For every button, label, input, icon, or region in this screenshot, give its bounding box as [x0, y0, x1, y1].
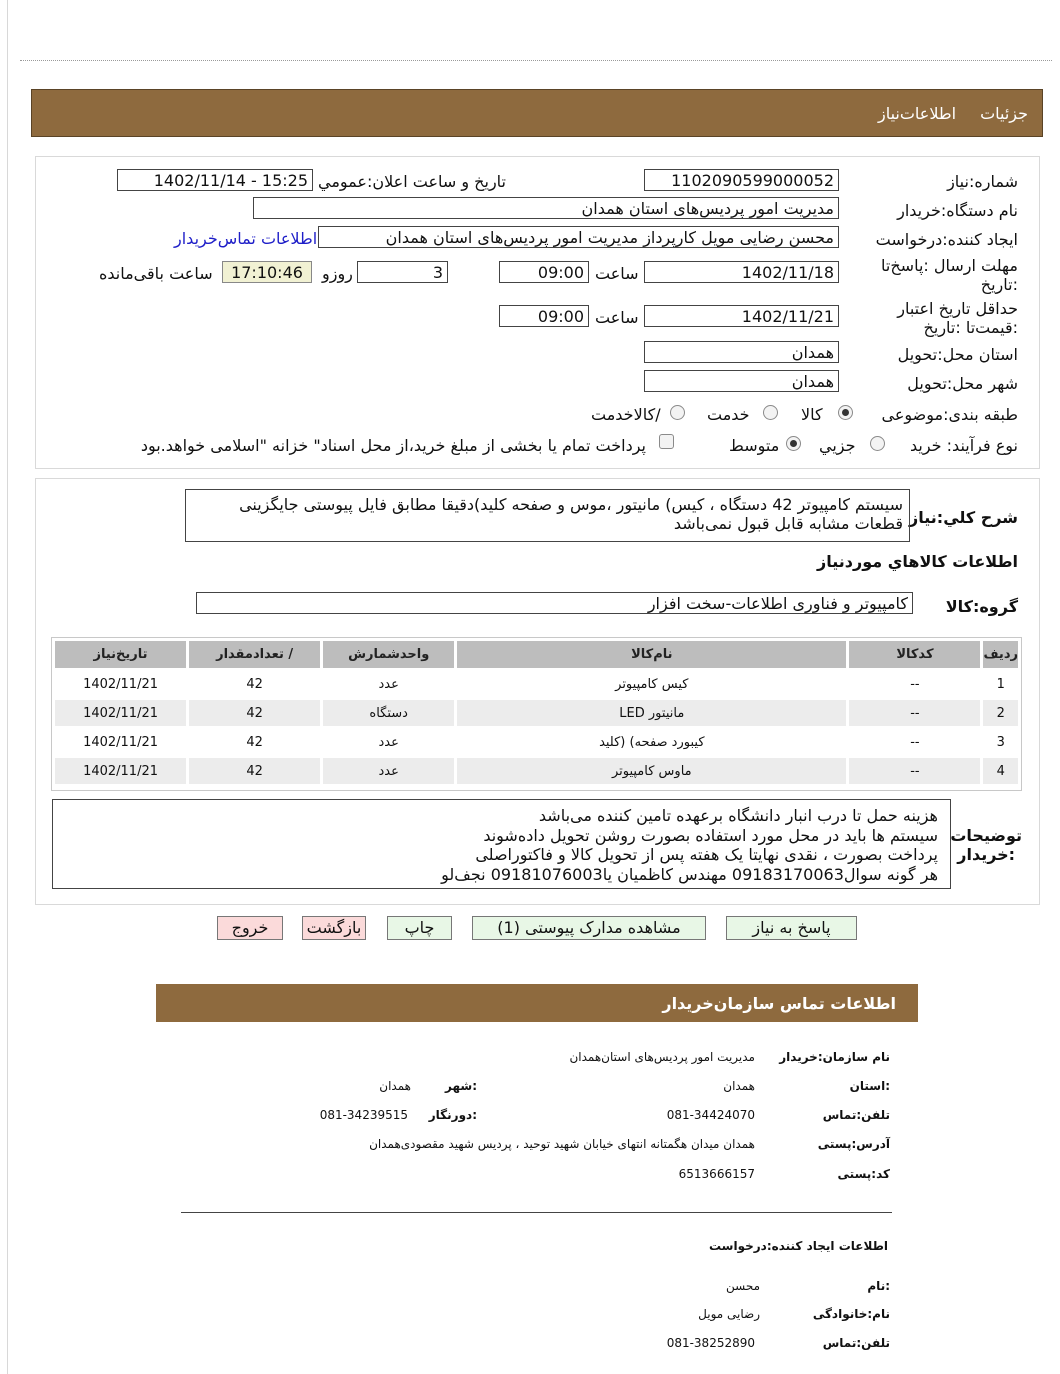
goods-group-label: گروه‌:کالا [945, 597, 1018, 616]
tab-need-info[interactable]: اطلاعات‌نیاز [877, 104, 957, 123]
buyer-note-line: هزینه حمل تا درب انبار دانشگاه برعهده تامین کننده می‌باشد [538, 806, 938, 825]
buyer-notes-box [52, 799, 951, 889]
cell-unit: عدد [378, 734, 399, 750]
cell-quantity: 42 [189, 758, 320, 784]
contact-city-label: :شهر [445, 1079, 477, 1093]
cell-item-code: -- [849, 758, 980, 784]
contact-postal-label: کد‌:پستی [837, 1167, 890, 1181]
delivery-province-field: همدان [644, 341, 839, 363]
goods-section-title: اطلاعات كالاهاي موردنياز [817, 552, 1018, 571]
reply-deadline-label: مهلت ارسال :پاسخ‌تا :تاریخ [881, 256, 1018, 294]
top-divider [20, 60, 1052, 61]
cell-item-name: کیس کامپیوتر [615, 676, 689, 692]
cell-item-code: -- [910, 676, 920, 692]
col-need-date: تاريخ‌نياز [55, 641, 186, 668]
buyer-note-line: هر گونه سوال09183170063 مهندس کاظمیان یا09181076003 نجف‌لو [441, 864, 938, 884]
back-button[interactable]: بازگشت [302, 916, 366, 940]
table-row [55, 671, 1018, 697]
left-border [7, 0, 8, 1374]
announce-label: تاریخ و ساعت اعلان:عمومي [318, 172, 507, 191]
col-item-code: كدكالا [849, 641, 980, 668]
col-row-number: رديف [983, 641, 1018, 668]
col-item-name: نام‌كالا [457, 641, 846, 668]
cell-item-name: مانیتور LED [457, 700, 846, 726]
table-row [55, 758, 1018, 784]
reply-time-field: 09:00 [499, 261, 589, 283]
delivery-city-field: همدان [644, 370, 839, 392]
need-number-field: 1102090599000052 [644, 169, 839, 191]
contact-phone-label: تلفن‌:تماس [822, 1108, 890, 1122]
description-text: سیستم کامپیوتر 42 دستگاه ، کیس) مانیتور ،موس و صفحه کلید)دقیقا مطابق فایل پیوستی جایگزینی قطعات مشابه قابل قبول نمی‌باشد [185, 489, 910, 542]
reply-button[interactable]: پاسخ به نیاز [726, 916, 857, 940]
print-button[interactable]: چاپ [387, 916, 452, 940]
remaining-timer: 17:10:46 [222, 261, 312, 283]
payment-treasury-checkbox[interactable] [659, 434, 674, 449]
remaining-label: ساعت باقی‌مانده [99, 264, 213, 283]
category-option-service: خدمت [707, 405, 750, 424]
cell-need-date: 1402/11/21 [83, 734, 158, 750]
cell-row-number: 2 [983, 700, 1018, 726]
table-row [55, 729, 1018, 755]
days-label: روزو [322, 264, 353, 283]
exit-button[interactable]: خروج [217, 916, 283, 940]
cell-quantity: 42 [189, 700, 320, 726]
buyer-note-line: پرداخت بصورت ، نقدی نهایتا یک هفته پس از تحویل کالا و فاکتوراصلی [475, 845, 938, 864]
contact-phone-value: 081-34424070 [666, 1108, 755, 1122]
buyer-notes-label-line1: توضیحات [950, 826, 1022, 845]
buyer-note-line: سیستم ها باید در محل مورد استفاده بصورت روشن تحویل داده‌شوند [483, 825, 938, 845]
contact-fax-label: :دورنگار [428, 1108, 477, 1122]
creator-last-name-label: نام‌:خانوادگی [812, 1307, 890, 1321]
goods-group-field: کامپیوتر و فناوری اطلاعات-سخت افزار [196, 592, 913, 614]
cell-quantity: 42 [246, 676, 263, 692]
creator-label: ایجاد کننده‌:درخواست [875, 230, 1018, 249]
announce-field: 1402/11/14 - 15:25 [117, 169, 313, 191]
price-validity-time-field: 09:00 [499, 305, 589, 327]
contact-postal-value: 6513666157 [678, 1167, 755, 1181]
creator-phone-label: تلفن‌:تماس [822, 1336, 890, 1350]
table-row [55, 700, 1018, 726]
process-label: نوع فرآیند: خرید [910, 436, 1018, 455]
process-radio-medium[interactable] [786, 436, 801, 451]
delivery-city-label: شهر محل‌:تحویل [907, 374, 1018, 393]
category-option-goods-service: /کالاخدمت [591, 405, 661, 424]
contact-address-value: همدان میدان هگمتانه انتهای خیابان شهید توحید ، پردیس شهید مقصودی‌همدان [369, 1137, 755, 1151]
cell-row-number: 4 [983, 758, 1018, 784]
cell-need-date: 1402/11/21 [83, 676, 158, 692]
price-validity-time-label: ساعت [595, 308, 639, 327]
contact-province-label: :استان [849, 1079, 890, 1093]
creator-last-name-value: رضایی مویل [698, 1307, 760, 1321]
buyer-notes-label-line2: :خریدار [957, 845, 1016, 864]
process-option-minor: جزيي [819, 436, 856, 455]
need-number-label: شماره‌:نیاز [947, 172, 1018, 191]
contact-fax-value: 081-34239515 [319, 1108, 408, 1122]
contact-city-value: همدان [379, 1079, 411, 1093]
cell-need-date: 1402/11/21 [55, 700, 186, 726]
buyer-contact-link[interactable]: اطلاعات تماس‌خریدار [174, 229, 318, 248]
creator-field: محسن رضایی مویل کارپرداز مدیریت امور پردیس‌های استان همدان [318, 226, 839, 248]
price-validity-label: حداقل تاریخ اعتبار :قیمت‌تا :تاریخ [897, 299, 1018, 337]
contact-province-value: همدان [723, 1079, 755, 1093]
org-name-label: نام سازمان‌:خریدار [779, 1050, 890, 1064]
goods-table-wrapper [51, 637, 1022, 791]
creator-first-name-value: محسن [725, 1279, 760, 1293]
delivery-province-label: استان محل‌:تحویل [897, 345, 1018, 364]
cell-row-number: 3 [996, 734, 1005, 750]
cell-item-code: -- [910, 734, 920, 750]
col-quantity: / تعدادمقدار [189, 641, 320, 668]
category-radio-service[interactable] [763, 405, 778, 420]
cell-unit: عدد [378, 676, 399, 692]
tab-details[interactable]: جزئیات [980, 104, 1028, 123]
cell-row-number: 1 [996, 676, 1005, 692]
description-label: شرح كلي:نياز [909, 508, 1018, 527]
payment-note: پرداخت تمام یا بخشی از مبلغ خرید،از محل اسناد" خزانه "اسلامی خواهد.بود [140, 436, 646, 455]
process-option-medium: متوسط [729, 436, 780, 455]
process-radio-minor[interactable] [870, 436, 885, 451]
category-label: طبقه بندی‌:موضوعی [881, 405, 1018, 424]
cell-item-name: کیبورد صفحه) (کلید [599, 734, 705, 750]
price-validity-date-field: 1402/11/21 [644, 305, 839, 327]
cell-unit: دستگاه [323, 700, 454, 726]
details-header-bar [31, 89, 1043, 137]
contact-address-label: آدرس‌:پستی [817, 1137, 890, 1151]
reply-date-field: 1402/11/18 [644, 261, 839, 283]
category-option-goods: کالا [801, 405, 823, 424]
view-attachments-button[interactable]: مشاهده مدارک پیوستی (1) [472, 916, 706, 940]
buyer-org-label: نام دستگاه‌:خریدار [897, 201, 1018, 220]
cell-item-code: -- [849, 700, 980, 726]
org-name-value: مدیریت امور پردیس‌های استان‌همدان [569, 1050, 755, 1064]
buyer-notes-label [950, 826, 1022, 864]
category-radio-goods-service[interactable] [670, 405, 685, 420]
creator-first-name-label: :نام [867, 1279, 890, 1293]
reply-time-label: ساعت [595, 264, 639, 283]
days-field: 3 [357, 261, 448, 283]
creator-info-title: اطلاعات ایجاد کننده‌:درخواست [708, 1239, 888, 1253]
cell-quantity: 42 [246, 734, 263, 750]
cell-need-date: 1402/11/21 [55, 758, 186, 784]
goods-table-header [55, 641, 1018, 668]
cell-item-name: ماوس کامپیوتر [457, 758, 846, 784]
buyer-contact-title: اطلاعات تماس سازمان‌خریدار [662, 994, 896, 1013]
category-radio-goods[interactable] [838, 405, 853, 420]
buyer-org-field: مدیریت امور پردیس‌های استان همدان [253, 197, 839, 219]
creator-phone-value: 081-38252890 [666, 1336, 755, 1350]
contact-divider [181, 1212, 892, 1213]
goods-table [52, 638, 1021, 787]
buyer-contact-header [156, 984, 918, 1022]
cell-unit: عدد [323, 758, 454, 784]
col-unit: واحدشمارش [323, 641, 454, 668]
